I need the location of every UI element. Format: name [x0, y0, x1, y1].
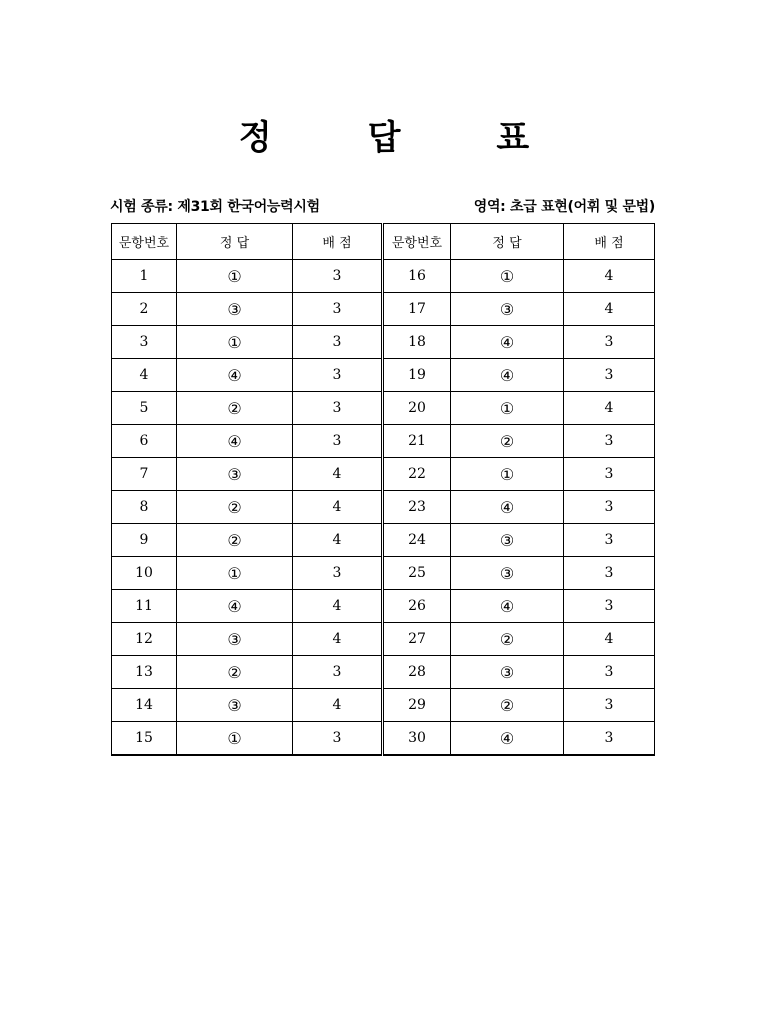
question-number-cell: 25: [383, 557, 451, 590]
question-number-cell: 29: [383, 689, 451, 722]
answer-cell: ②: [177, 392, 293, 425]
question-number-cell: 16: [383, 260, 451, 293]
table-row: [112, 392, 655, 425]
question-number-cell: 2: [112, 293, 177, 326]
column-header: 배 점: [564, 224, 655, 260]
table-row: [112, 458, 655, 491]
answer-cell: ②: [451, 623, 564, 656]
answer-cell: ②: [177, 524, 293, 557]
score-cell: 3: [564, 656, 655, 689]
answer-cell: ③: [451, 656, 564, 689]
column-header: 정 답: [177, 224, 293, 260]
table-row: [112, 260, 655, 293]
score-cell: 3: [564, 590, 655, 623]
question-number-cell: 5: [112, 392, 177, 425]
answer-cell: ②: [451, 689, 564, 722]
answer-cell: ④: [451, 359, 564, 392]
column-header: 정 답: [451, 224, 564, 260]
question-number-cell: 24: [383, 524, 451, 557]
table-row: [112, 326, 655, 359]
title-char: 답: [367, 118, 401, 158]
question-number-cell: 13: [112, 656, 177, 689]
answer-cell: ④: [451, 590, 564, 623]
question-number-cell: 9: [112, 524, 177, 557]
question-number-cell: 20: [383, 392, 451, 425]
page-title: [0, 116, 768, 160]
answer-cell: ①: [451, 458, 564, 491]
question-number-cell: 28: [383, 656, 451, 689]
question-number-cell: 21: [383, 425, 451, 458]
table-row: [112, 491, 655, 524]
table-row: [112, 722, 655, 756]
question-number-cell: 17: [383, 293, 451, 326]
table-row: [112, 656, 655, 689]
answer-cell: ①: [451, 392, 564, 425]
table-row: [112, 524, 655, 557]
answer-cell: ④: [451, 491, 564, 524]
title-char: 표: [496, 118, 530, 158]
score-cell: 3: [293, 326, 383, 359]
score-cell: 3: [564, 557, 655, 590]
table-row: [112, 557, 655, 590]
question-number-cell: 8: [112, 491, 177, 524]
question-number-cell: 15: [112, 722, 177, 756]
answer-cell: ④: [451, 326, 564, 359]
question-number-cell: 23: [383, 491, 451, 524]
score-cell: 3: [564, 458, 655, 491]
answer-cell: ③: [451, 293, 564, 326]
answer-cell: ①: [177, 557, 293, 590]
column-header: 문항번호: [112, 224, 177, 260]
column-header: 문항번호: [383, 224, 451, 260]
score-cell: 4: [293, 623, 383, 656]
answer-table-body: [112, 260, 655, 756]
question-number-cell: 11: [112, 590, 177, 623]
question-number-cell: 10: [112, 557, 177, 590]
score-cell: 3: [293, 260, 383, 293]
answer-cell: ①: [177, 260, 293, 293]
table-row: [112, 623, 655, 656]
question-number-cell: 7: [112, 458, 177, 491]
score-cell: 3: [293, 557, 383, 590]
answer-cell: ③: [177, 689, 293, 722]
table-row: [112, 293, 655, 326]
score-cell: 3: [293, 425, 383, 458]
question-number-cell: 27: [383, 623, 451, 656]
answer-cell: ③: [451, 524, 564, 557]
answer-cell: ④: [177, 590, 293, 623]
score-cell: 4: [564, 293, 655, 326]
table-row: [112, 590, 655, 623]
question-number-cell: 22: [383, 458, 451, 491]
answer-cell: ④: [451, 722, 564, 756]
answer-cell: ①: [177, 326, 293, 359]
answer-cell: ①: [451, 260, 564, 293]
answer-cell: ④: [177, 359, 293, 392]
score-cell: 4: [293, 524, 383, 557]
answer-cell: ③: [177, 623, 293, 656]
score-cell: 3: [293, 359, 383, 392]
answer-cell: ②: [177, 491, 293, 524]
score-cell: 3: [293, 722, 383, 756]
answer-cell: ③: [177, 458, 293, 491]
answer-cell: ④: [177, 425, 293, 458]
answer-cell: ②: [177, 656, 293, 689]
score-cell: 3: [293, 293, 383, 326]
score-cell: 3: [293, 656, 383, 689]
answer-table: [111, 223, 655, 756]
question-number-cell: 19: [383, 359, 451, 392]
table-row: [112, 359, 655, 392]
table-row: [112, 689, 655, 722]
answer-cell: ③: [451, 557, 564, 590]
exam-area: 영역: 초급 표현(어휘 및 문법): [473, 199, 655, 215]
score-cell: 4: [564, 392, 655, 425]
score-cell: 4: [293, 689, 383, 722]
question-number-cell: 14: [112, 689, 177, 722]
score-cell: 4: [564, 260, 655, 293]
score-cell: 3: [293, 392, 383, 425]
score-cell: 3: [564, 524, 655, 557]
score-cell: 3: [564, 722, 655, 756]
question-number-cell: 12: [112, 623, 177, 656]
answer-cell: ②: [451, 425, 564, 458]
question-number-cell: 3: [112, 326, 177, 359]
score-cell: 3: [564, 491, 655, 524]
score-cell: 3: [564, 689, 655, 722]
question-number-cell: 30: [383, 722, 451, 756]
header-row: [112, 224, 655, 260]
score-cell: 4: [293, 458, 383, 491]
score-cell: 4: [564, 623, 655, 656]
question-number-cell: 26: [383, 590, 451, 623]
question-number-cell: 6: [112, 425, 177, 458]
exam-type: 시험 종류: 제31회 한국어능력시험: [110, 199, 320, 215]
score-cell: 3: [564, 425, 655, 458]
answer-cell: ①: [177, 722, 293, 756]
score-cell: 3: [564, 326, 655, 359]
column-header: 배 점: [293, 224, 383, 260]
score-cell: 4: [293, 590, 383, 623]
question-number-cell: 4: [112, 359, 177, 392]
exam-info: [110, 197, 655, 217]
question-number-cell: 1: [112, 260, 177, 293]
title-char: 정: [238, 118, 272, 158]
answer-cell: ③: [177, 293, 293, 326]
question-number-cell: 18: [383, 326, 451, 359]
score-cell: 4: [293, 491, 383, 524]
table-row: [112, 425, 655, 458]
score-cell: 3: [564, 359, 655, 392]
